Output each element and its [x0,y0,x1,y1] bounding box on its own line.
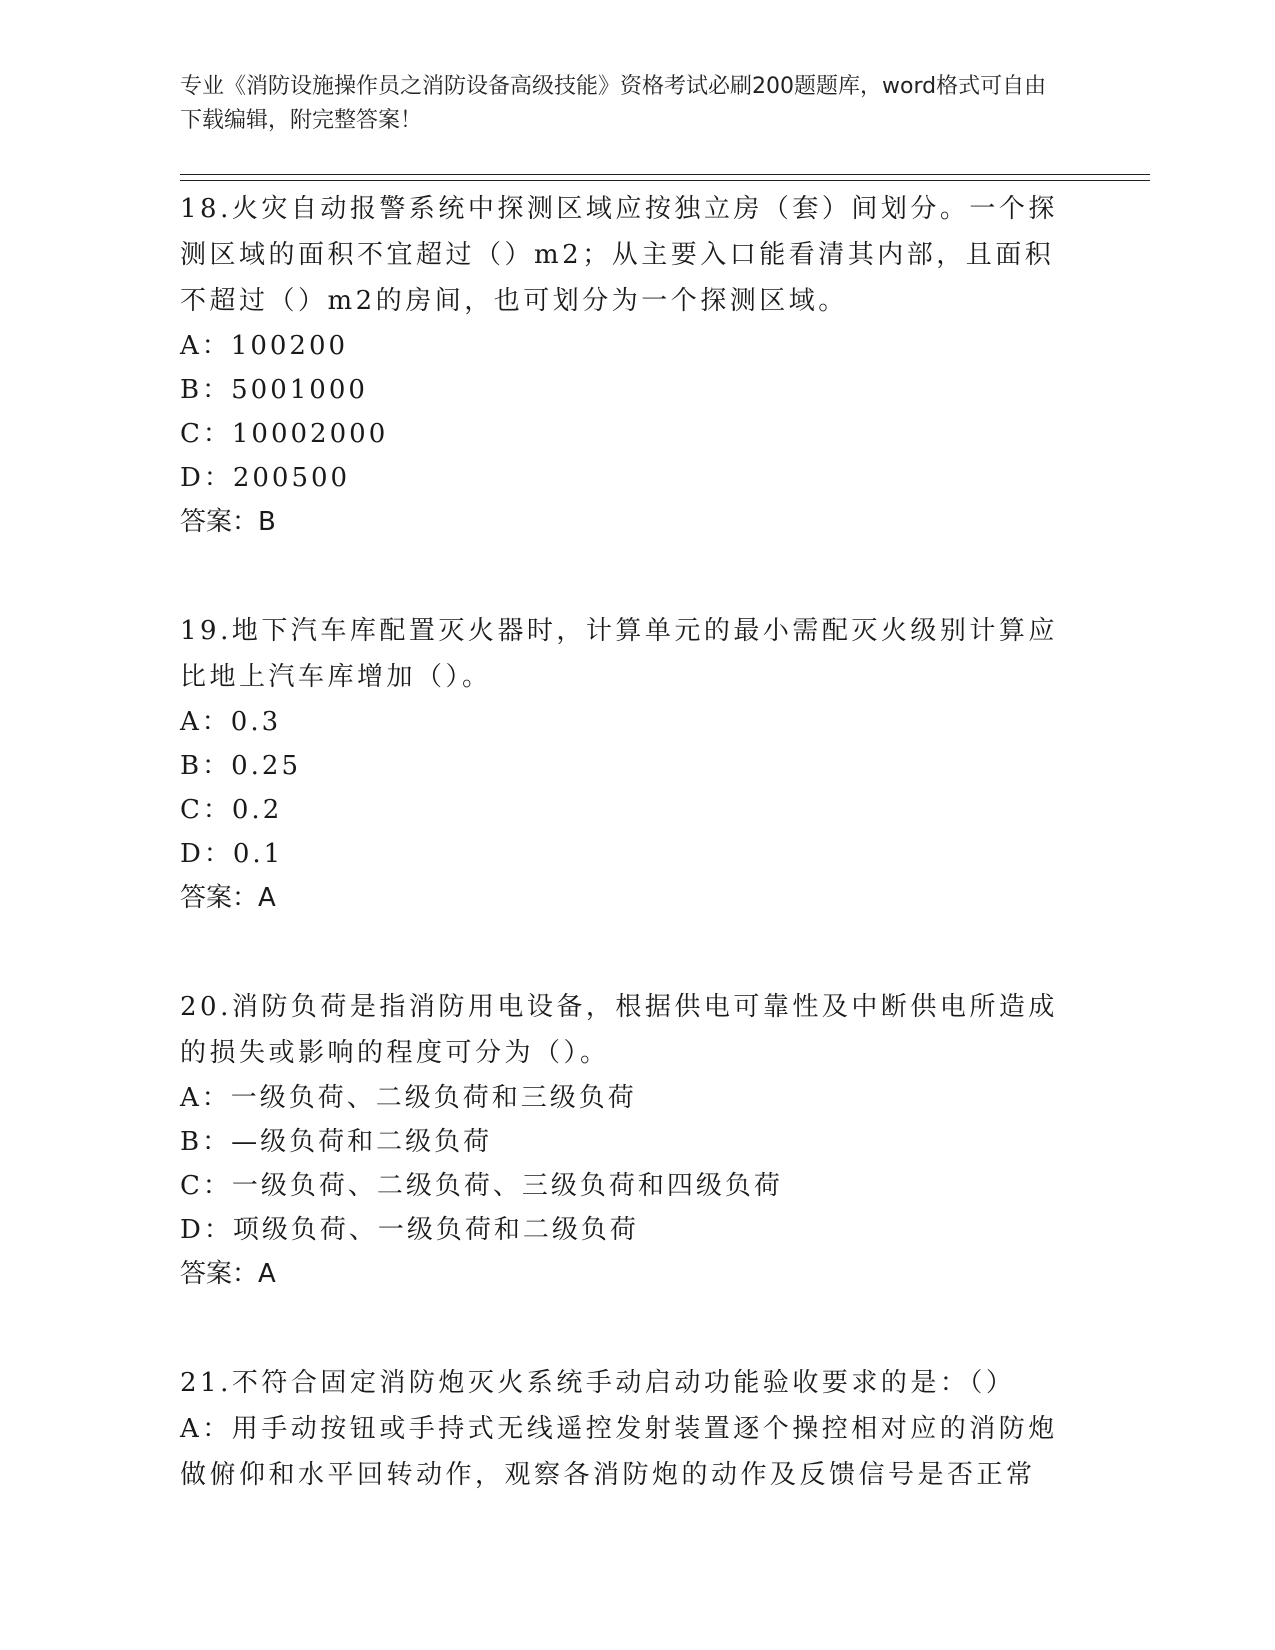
option-d: D：项级负荷、一级负荷和二级负荷 [180,1215,639,1245]
question-text: 20.消防负荷是指消防用电设备，根据供电可靠性及中断供电所造成的损失或影响的程度可分为（）。 [180,992,1058,1068]
option-b: B：—级负荷和二级负荷 [180,1127,493,1157]
question-20 [180,984,1060,1296]
document-header: 专业《消防设施操作员之消防设备高级技能》资格考试必刷200题题库，word格式可自由下载编辑，附完整答案！ [180,74,1047,133]
option-a: A：0.3 [180,707,282,737]
option-a: A：用手动按钮或手持式无线遥控发射装置逐个操控相对应的消防炮做俯仰和水平回转动作，观察各消防炮的动作及反馈信号是否正常 [180,1414,1058,1490]
header-divider-bottom [180,180,1150,181]
answer: 答案：B [180,507,276,537]
option-d: D：200500 [180,463,351,493]
answer: 答案：A [180,1259,276,1289]
option-a: A：一级负荷、二级负荷和三级负荷 [180,1083,637,1113]
question-21 [180,1360,1060,1498]
question-text: 18.火灾自动报警系统中探测区域应按独立房（套）间划分。一个探测区域的面积不宜超过（）m2；从主要入口能看清其内部，且面积不超过（）m2的房间，也可划分为一个探测区域。 [180,194,1058,316]
question-list [180,186,1060,1498]
option-c: C：10002000 [180,419,389,449]
header-divider-top [180,174,1150,175]
option-c: C：0.2 [180,795,283,825]
answer: 答案：A [180,883,276,913]
question-18 [180,186,1060,544]
question-19 [180,608,1060,920]
option-a: A：100200 [180,331,349,361]
option-b: B：5001000 [180,375,368,405]
question-text: 19.地下汽车库配置灭火器时，计算单元的最小需配灭火级别计算应比地上汽车库增加（）。 [180,616,1058,692]
option-d: D：0.1 [180,839,284,869]
option-b: B：0.25 [180,751,301,781]
option-c: C：一级负荷、二级负荷、三级负荷和四级负荷 [180,1171,783,1201]
question-text: 21.不符合固定消防炮灭火系统手动启动功能验收要求的是：（） [180,1368,1016,1398]
